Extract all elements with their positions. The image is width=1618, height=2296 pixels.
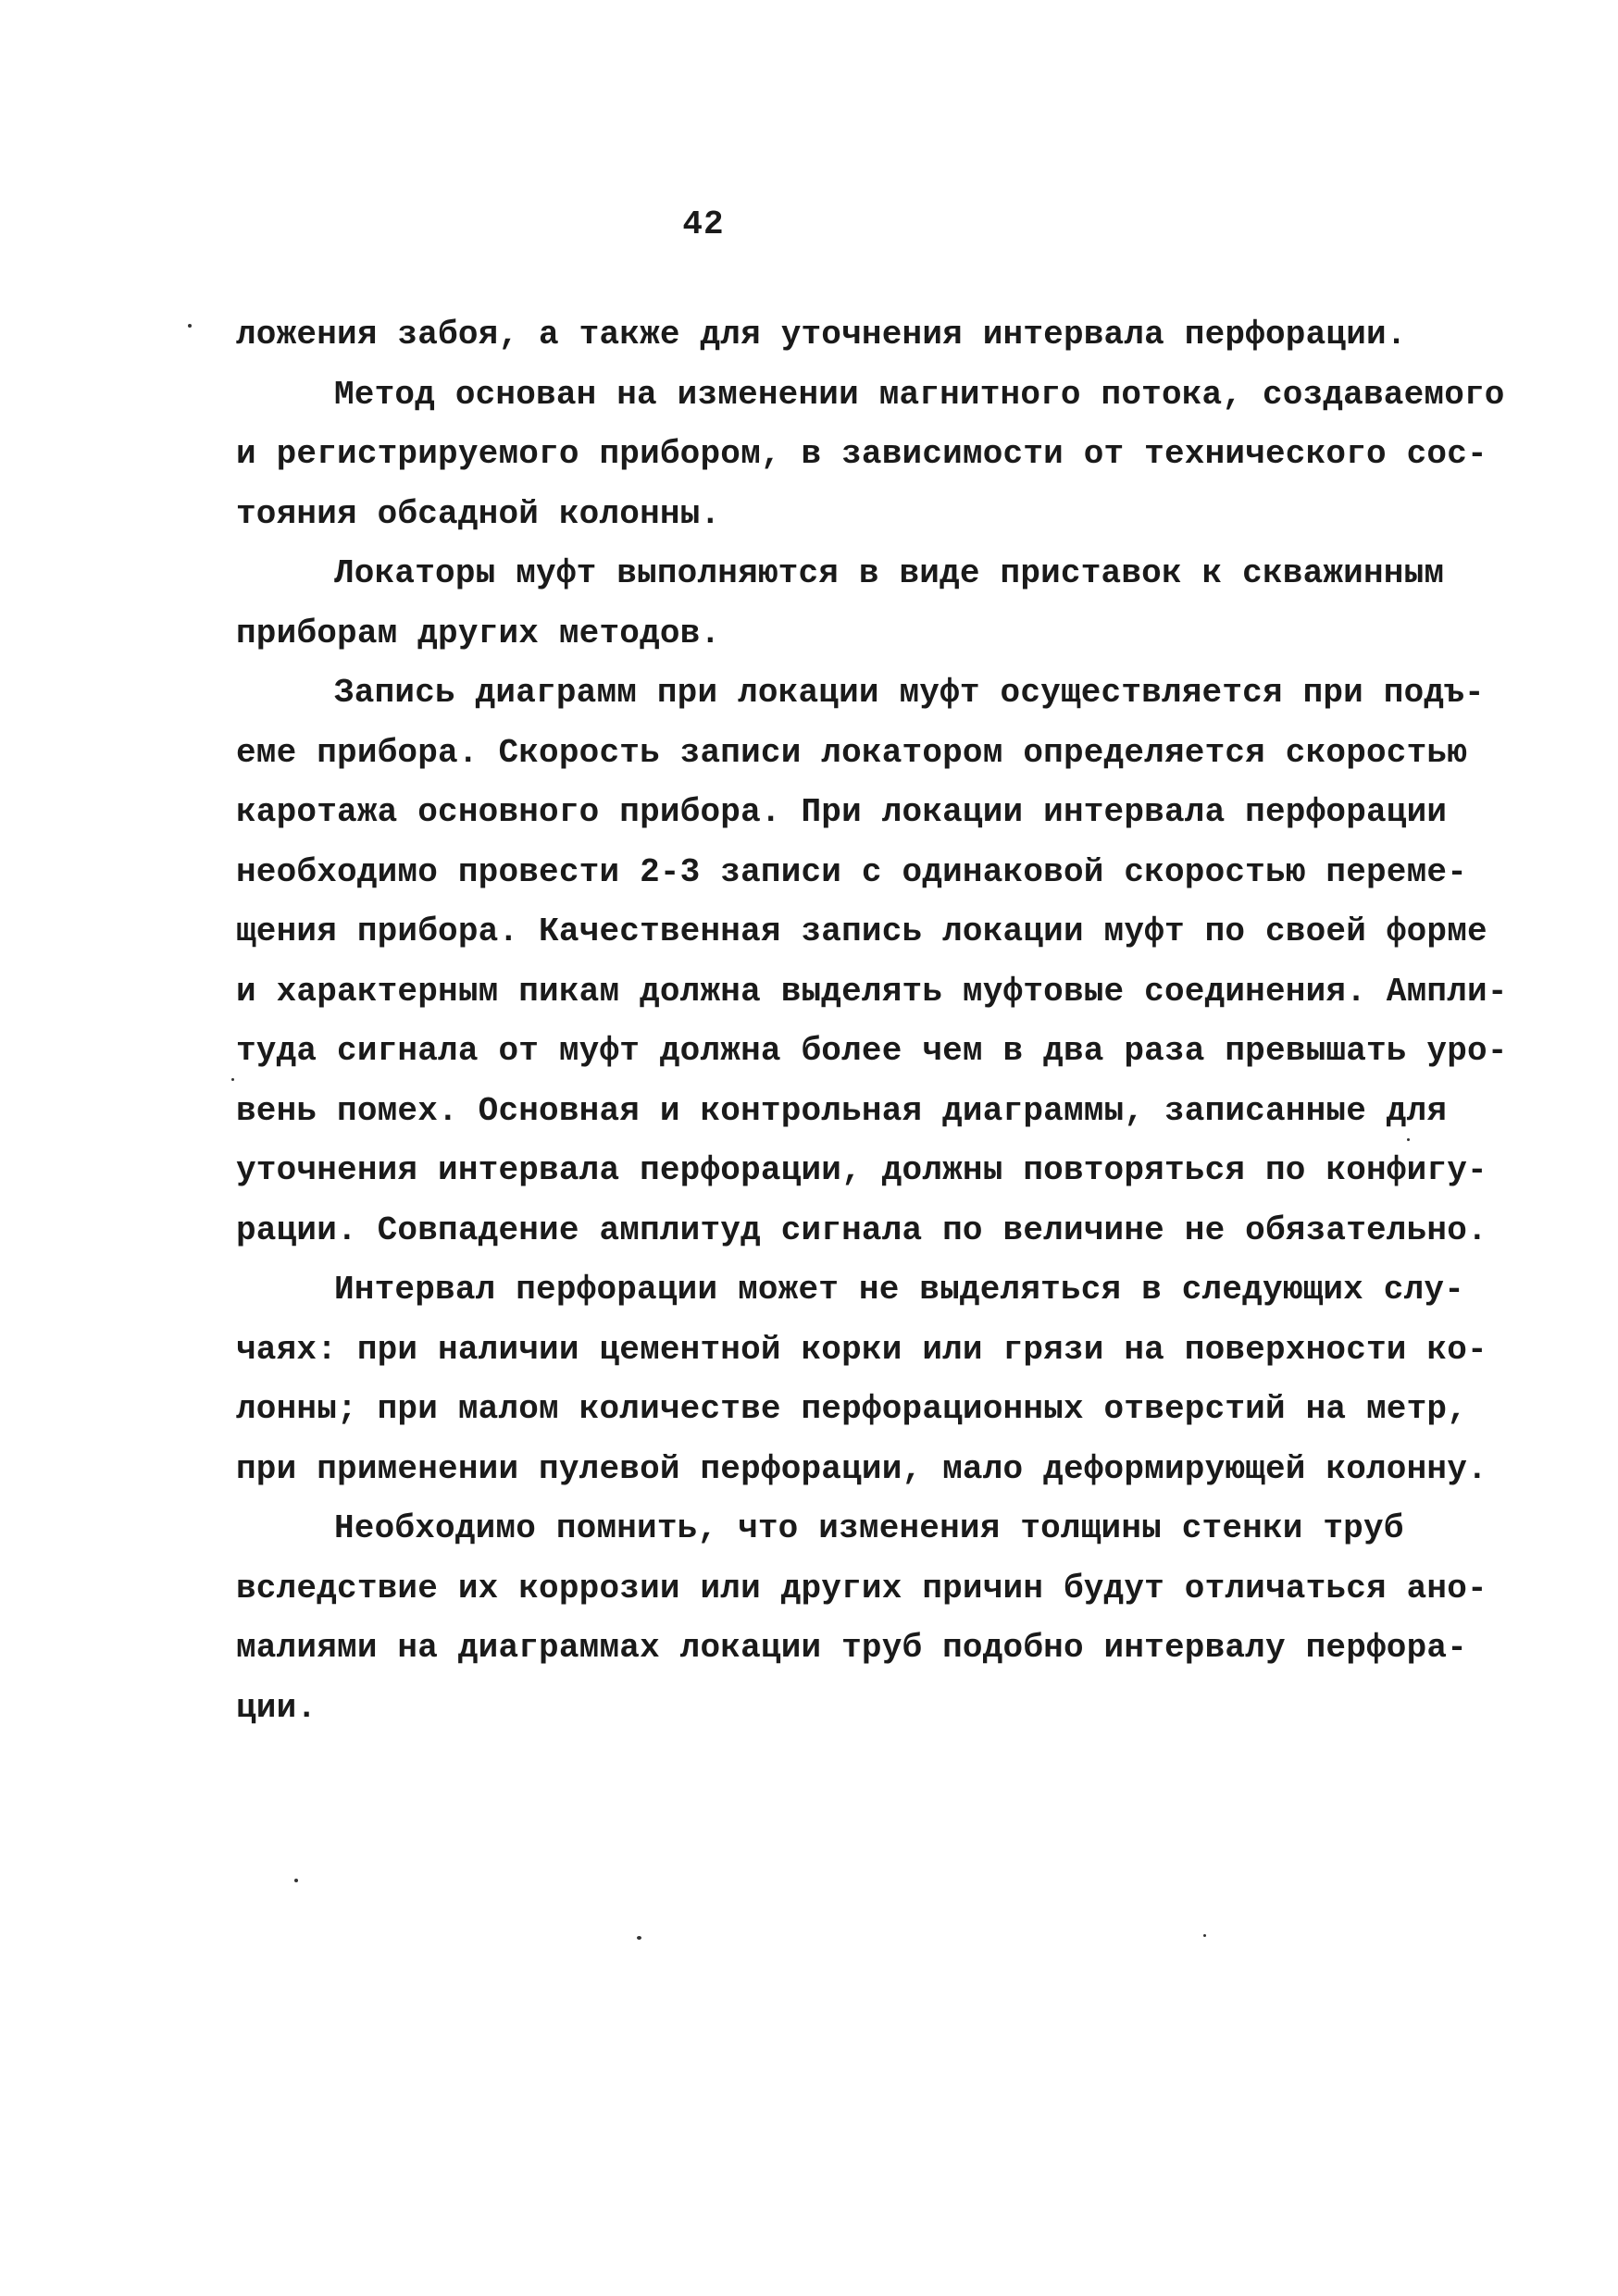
text-line: каротажа основного прибора. При локации интервала перфорации [236,793,1448,831]
text-line: Интервал перфорации может не выделяться в следующих слу- [334,1271,1464,1309]
text-line: Необходимо помнить, что изменения толщины стенки труб [334,1509,1404,1547]
text-line: малиями на диаграммах локации труб подобно интервалу перфора- [236,1629,1468,1667]
paragraph-6 [236,1499,1487,1738]
text-line: и регистрируемого прибором, в зависимости от технического сос- [236,435,1487,473]
text-line: туда сигнала от муфт должна более чем в два раза превышать уро- [236,1032,1508,1070]
paragraph-3 [236,544,1445,664]
text-line: вследствие их коррозии или других причин будут отличаться ано- [236,1569,1487,1607]
paragraph-5 [236,1260,1487,1499]
scan-speck [1407,1138,1410,1141]
paragraph-1 [236,305,1439,366]
text-line: рации. Совпадение амплитуд сигнала по величине не обязательно. [236,1210,1487,1249]
text-line: лонны; при малом количестве перфорационных отверстий на метр, [236,1390,1468,1428]
text-line: и характерным пикам должна выделять муфтовые соединения. Ампли- [236,972,1508,1011]
paragraph-2 [236,366,1505,545]
scan-speck [231,1078,234,1081]
body-text [236,305,1508,1738]
text-line: Метод основан на изменении магнитного потока, создаваемого [334,375,1505,414]
paragraph-4 [236,664,1508,1260]
scan-speck [637,1936,641,1940]
scan-speck [294,1879,298,1882]
text-line: Локаторы муфт выполняются в виде приставок к скважинным [334,554,1445,592]
page-number: 42 [682,205,725,243]
text-line: уточнения интервала перфорации, должны повторяться по конфигу- [236,1151,1487,1189]
text-line: ции. [236,1688,317,1727]
text-line: ложения забоя, а также для уточнения интервала перфорации. [236,316,1407,354]
text-line: тояния обсадной колонны. [236,494,721,533]
text-line: приборам других методов. [236,614,721,652]
text-line: при применении пулевой перфорации, мало деформирующей колонну. [236,1449,1487,1488]
text-line: чаях: при наличии цементной корки или грязи на поверхности ко- [236,1330,1487,1369]
scan-speck [1203,1934,1206,1937]
text-line: щения прибора. Качественная запись локации муфт по своей форме [236,912,1487,950]
scan-speck [188,324,192,328]
text-line: вень помех. Основная и контрольная диаграммы, записанные для [236,1091,1448,1130]
text-line: Запись диаграмм при локации муфт осуществляется при подъ- [334,674,1485,712]
text-line: еме прибора. Скорость записи локатором определяется скоростью [236,733,1468,772]
text-line: необходимо провести 2-3 записи с одинаковой скоростью переме- [236,852,1468,891]
